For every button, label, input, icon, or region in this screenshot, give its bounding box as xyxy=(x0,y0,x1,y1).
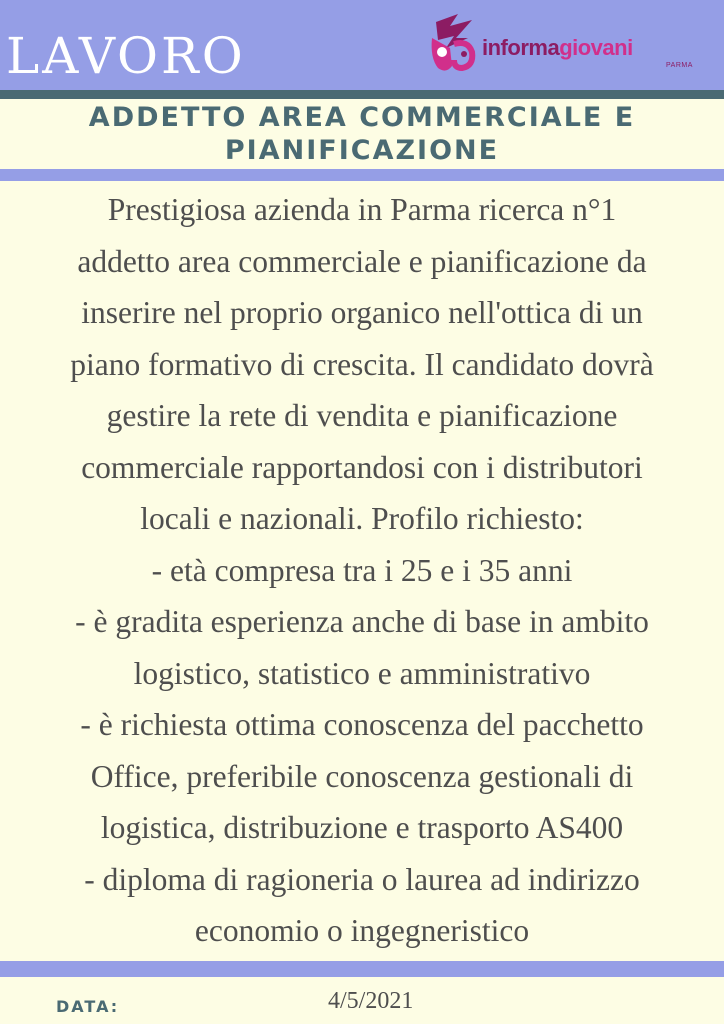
description-line: economio o ingegneristico xyxy=(194,913,530,948)
description-line: logistica, distribuzione e trasporto AS400 xyxy=(100,810,624,845)
logo-wordmark xyxy=(482,36,633,60)
description-line: inserire nel proprio organico nell'ottica di un xyxy=(81,295,643,330)
description-line: addetto area commerciale e pianificazione da xyxy=(77,243,647,279)
description-line: commerciale rapportandosi con i distributori xyxy=(81,449,643,485)
date-label: DATA: xyxy=(56,997,120,1016)
job-title: ADDETTO AREA COMMERCIALE E PIANIFICAZIONE xyxy=(88,102,636,166)
footer-divider xyxy=(0,961,724,977)
description-line: - è richiesta ottima conoscenza del pacchetto xyxy=(80,707,644,742)
date-value: 4/5/2021 xyxy=(328,988,414,1014)
header-divider xyxy=(0,90,724,99)
ig-logo-icon xyxy=(428,8,484,76)
informagiovani-logo xyxy=(428,8,702,76)
header-banner xyxy=(0,0,724,90)
section-label: LAVORO xyxy=(6,27,246,85)
description-line: Prestigiosa azienda in Parma ricerca n°1 xyxy=(107,192,617,227)
description-line: gestire la rete di vendita e pianificazione xyxy=(106,398,618,433)
description-line: piano formativo di crescita. Il candidato dovrà xyxy=(70,346,654,382)
description-line: - età compresa tra i 25 e i 35 anni xyxy=(151,552,573,588)
description-line: Office, preferibile conoscenza gestionali di xyxy=(90,758,634,794)
logo-wordmark-part2: giovani xyxy=(559,35,633,60)
logo-wordmark-part1: informa xyxy=(482,35,560,60)
description-line: logistico, statistico e amministrativo xyxy=(133,655,591,691)
title-divider xyxy=(0,169,724,181)
description-line: - è gradita esperienza anche di base in ambito xyxy=(75,604,649,639)
logo-city: PARMA xyxy=(666,62,693,69)
description-line: locali e nazionali. Profilo richiesto: xyxy=(140,501,584,536)
description-line: - diploma di ragioneria o laurea ad indirizzo xyxy=(84,861,640,897)
job-description xyxy=(0,184,724,957)
